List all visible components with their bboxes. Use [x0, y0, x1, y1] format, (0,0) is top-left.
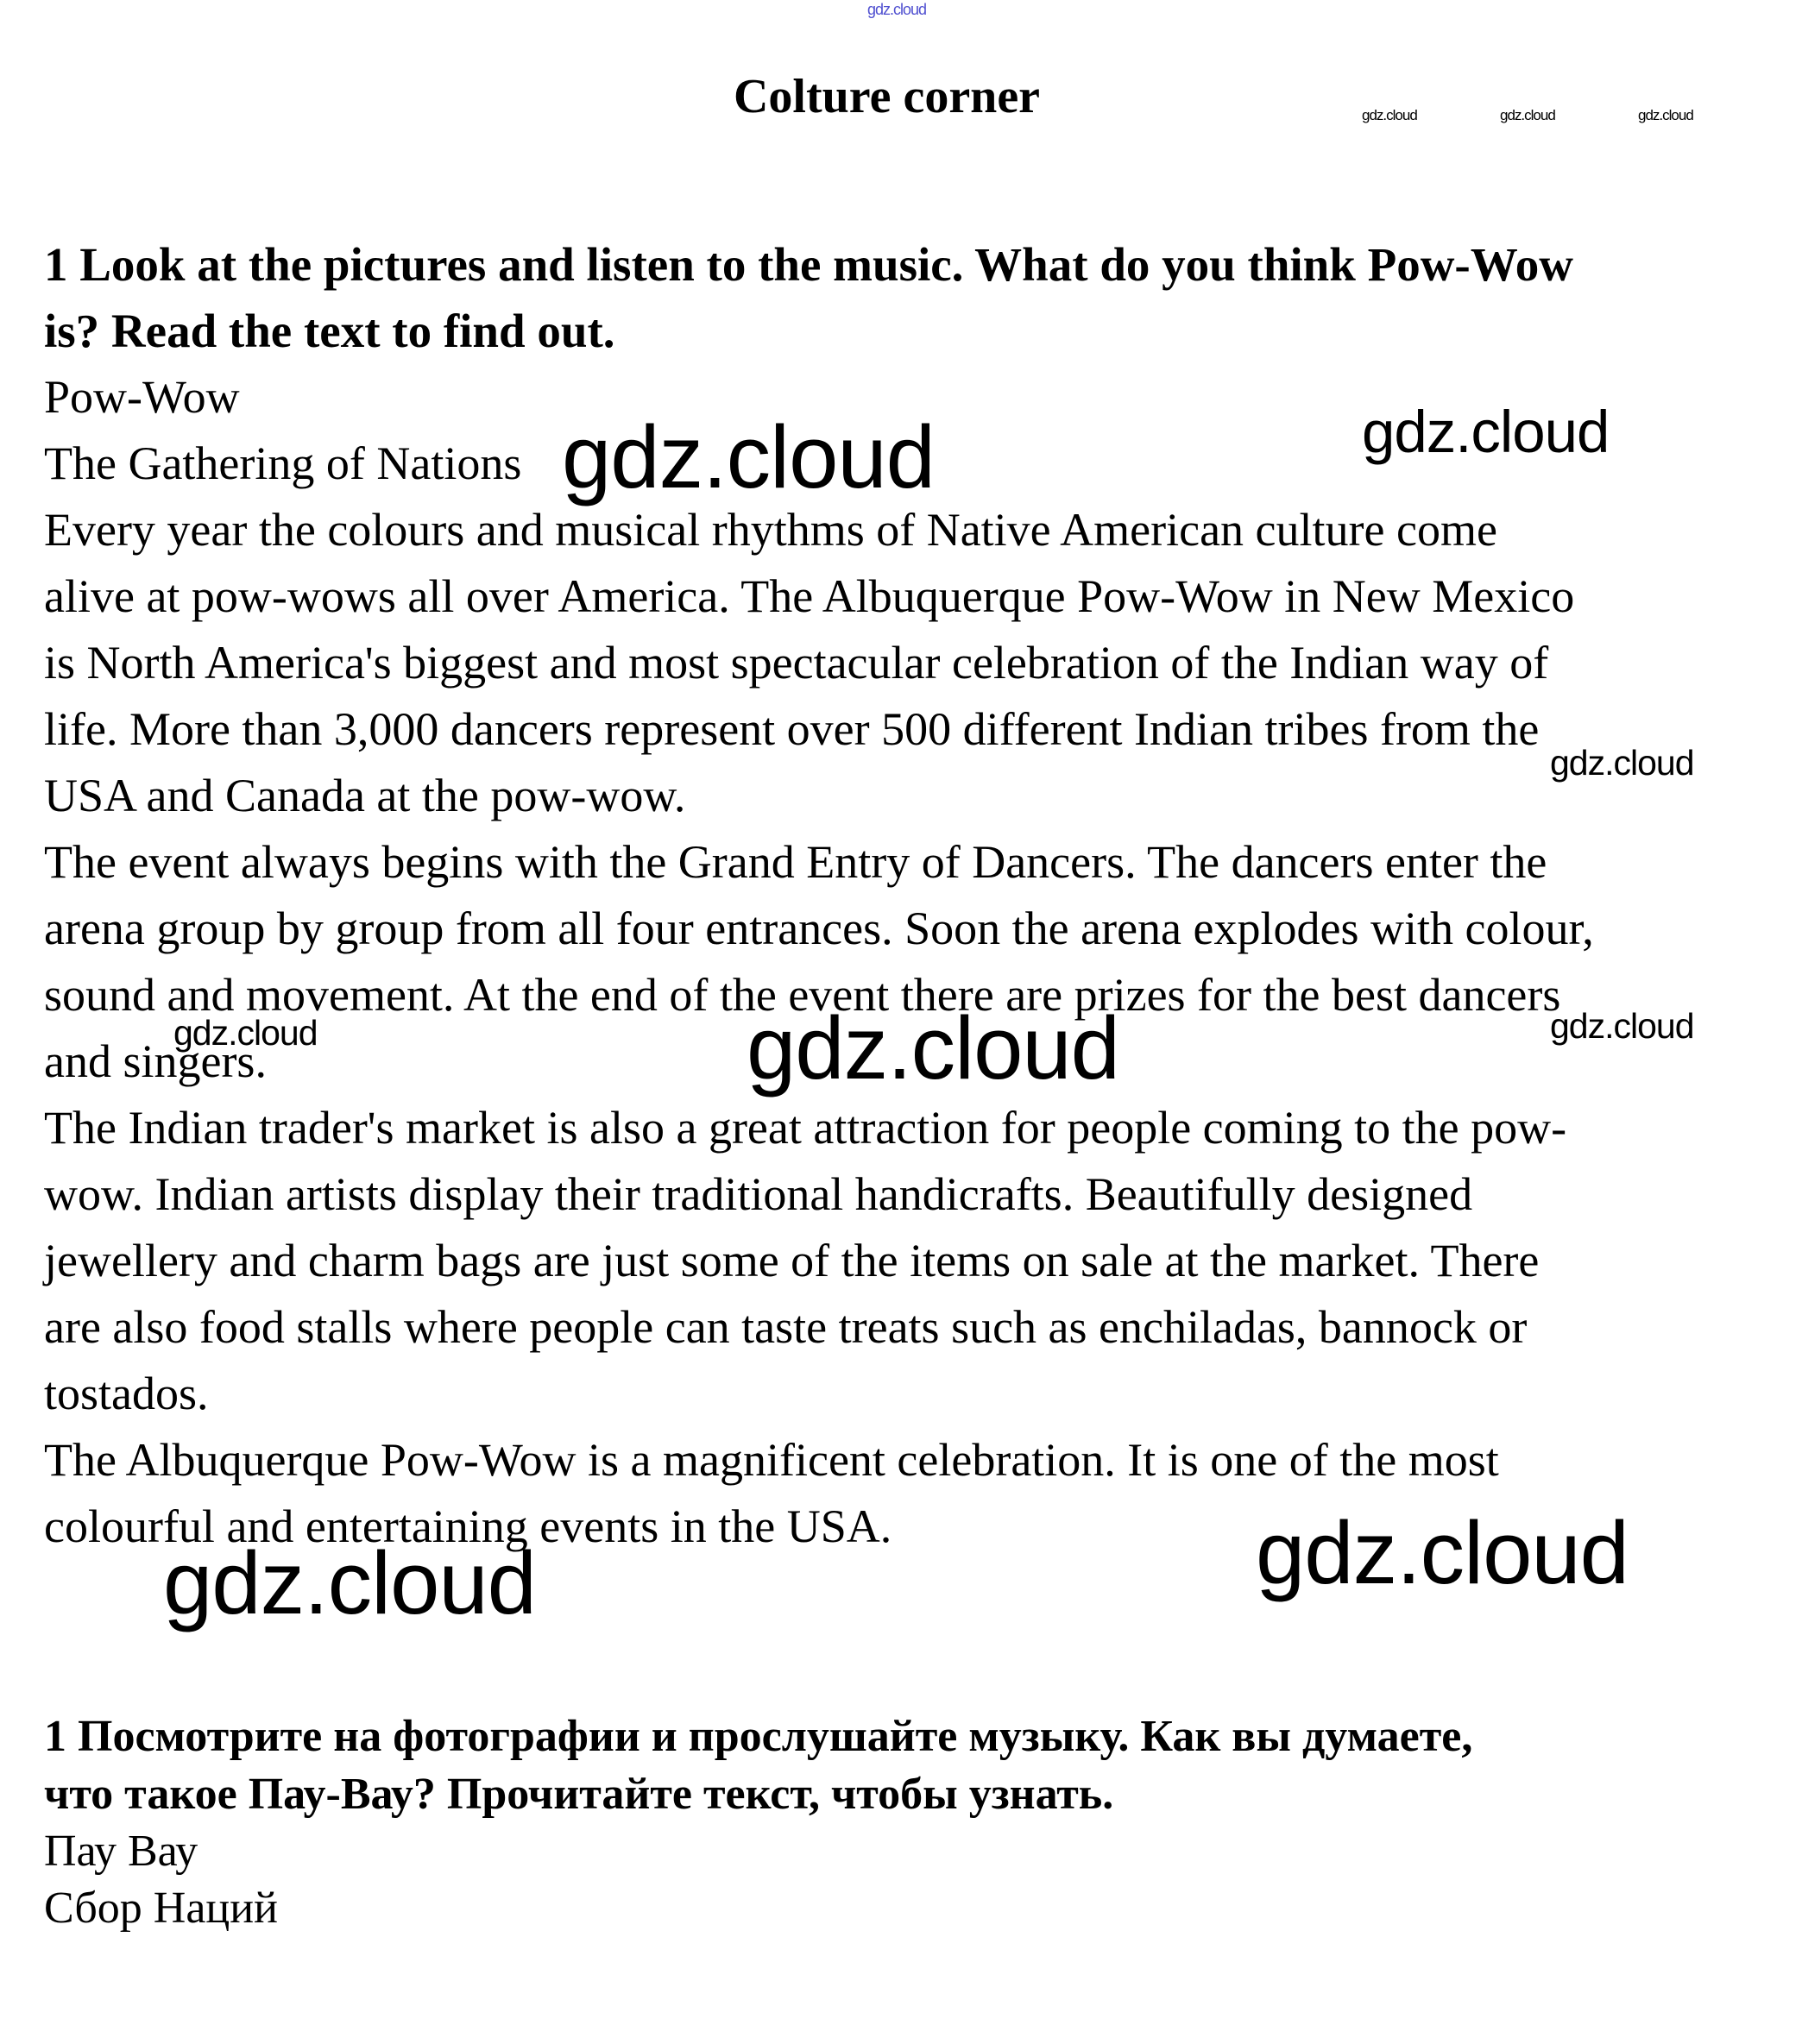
body-line: jewellery and charm bags are just some of the items on sale at the market. There: [44, 1235, 1540, 1286]
watermark: gdz.cloud: [1362, 399, 1610, 465]
watermark-small: gdz.cloud: [1638, 107, 1693, 123]
watermark-top: gdz.cloud: [867, 1, 927, 18]
body-line: are also food stalls where people can taste treats such as enchiladas, bannock or: [44, 1301, 1528, 1353]
body-line: USA and Canada at the pow-wow.: [44, 770, 686, 821]
watermark: gdz.cloud: [1256, 1503, 1629, 1602]
watermark: gdz.cloud: [163, 1533, 536, 1632]
body-line: tostados.: [44, 1368, 209, 1419]
body-line: Every year the colours and musical rhythms of Native American culture come: [44, 504, 1497, 556]
question-ru-line: что такое Пау-Вау? Прочитайте текст, чтобы узнать.: [44, 1770, 1114, 1819]
body-line: The Indian trader's market is also a great attraction for people coming to the pow-: [44, 1102, 1567, 1154]
question-ru-line: 1 Посмотрите на фотографии и прослушайте музыку. Как вы думаете,: [44, 1712, 1473, 1761]
page-title: Colture corner: [733, 70, 1041, 123]
body-line: wow. Indian artists display their traditional handicrafts. Beautifully designed: [44, 1168, 1473, 1220]
body-line: The Albuquerque Pow-Wow is a magnificent celebration. It is one of the most: [44, 1434, 1499, 1486]
body-line: colourful and entertaining events in the USA.: [44, 1500, 892, 1552]
body-line: alive at pow-wows all over America. The Albuquerque Pow-Wow in New Mexico: [44, 570, 1575, 622]
text-title-ru: Пау Вау: [44, 1827, 198, 1876]
watermark: gdz.cloud: [562, 407, 935, 506]
text-title: Pow-Wow: [44, 371, 240, 423]
body-line: and singers.: [44, 1035, 267, 1087]
body-line: is North America's biggest and most spectacular celebration of the Indian way of: [44, 637, 1549, 689]
watermark-small: gdz.cloud: [1500, 107, 1555, 123]
body-line: sound and movement. At the end of the event there are prizes for the best dancers: [44, 969, 1561, 1021]
watermark: gdz.cloud: [1550, 1006, 1694, 1046]
watermark-small: gdz.cloud: [1362, 107, 1417, 123]
watermark: gdz.cloud: [1550, 743, 1694, 783]
body-line: arena group by group from all four entrances. Soon the arena explodes with colour,: [44, 903, 1594, 954]
body-line: The event always begins with the Grand Entry of Dancers. The dancers enter the: [44, 836, 1547, 888]
question-en-line: 1 Look at the pictures and listen to the music. What do you think Pow-Wow: [44, 238, 1573, 291]
text-subtitle: The Gathering of Nations: [44, 437, 522, 489]
body-line: life. More than 3,000 dancers represent over 500 different Indian tribes from the: [44, 703, 1540, 755]
watermark: gdz.cloud: [173, 1013, 318, 1053]
text-subtitle-ru: Сбор Наций: [44, 1884, 278, 1933]
watermark: gdz.cloud: [747, 998, 1119, 1097]
question-en-line: is? Read the text to find out.: [44, 305, 615, 357]
